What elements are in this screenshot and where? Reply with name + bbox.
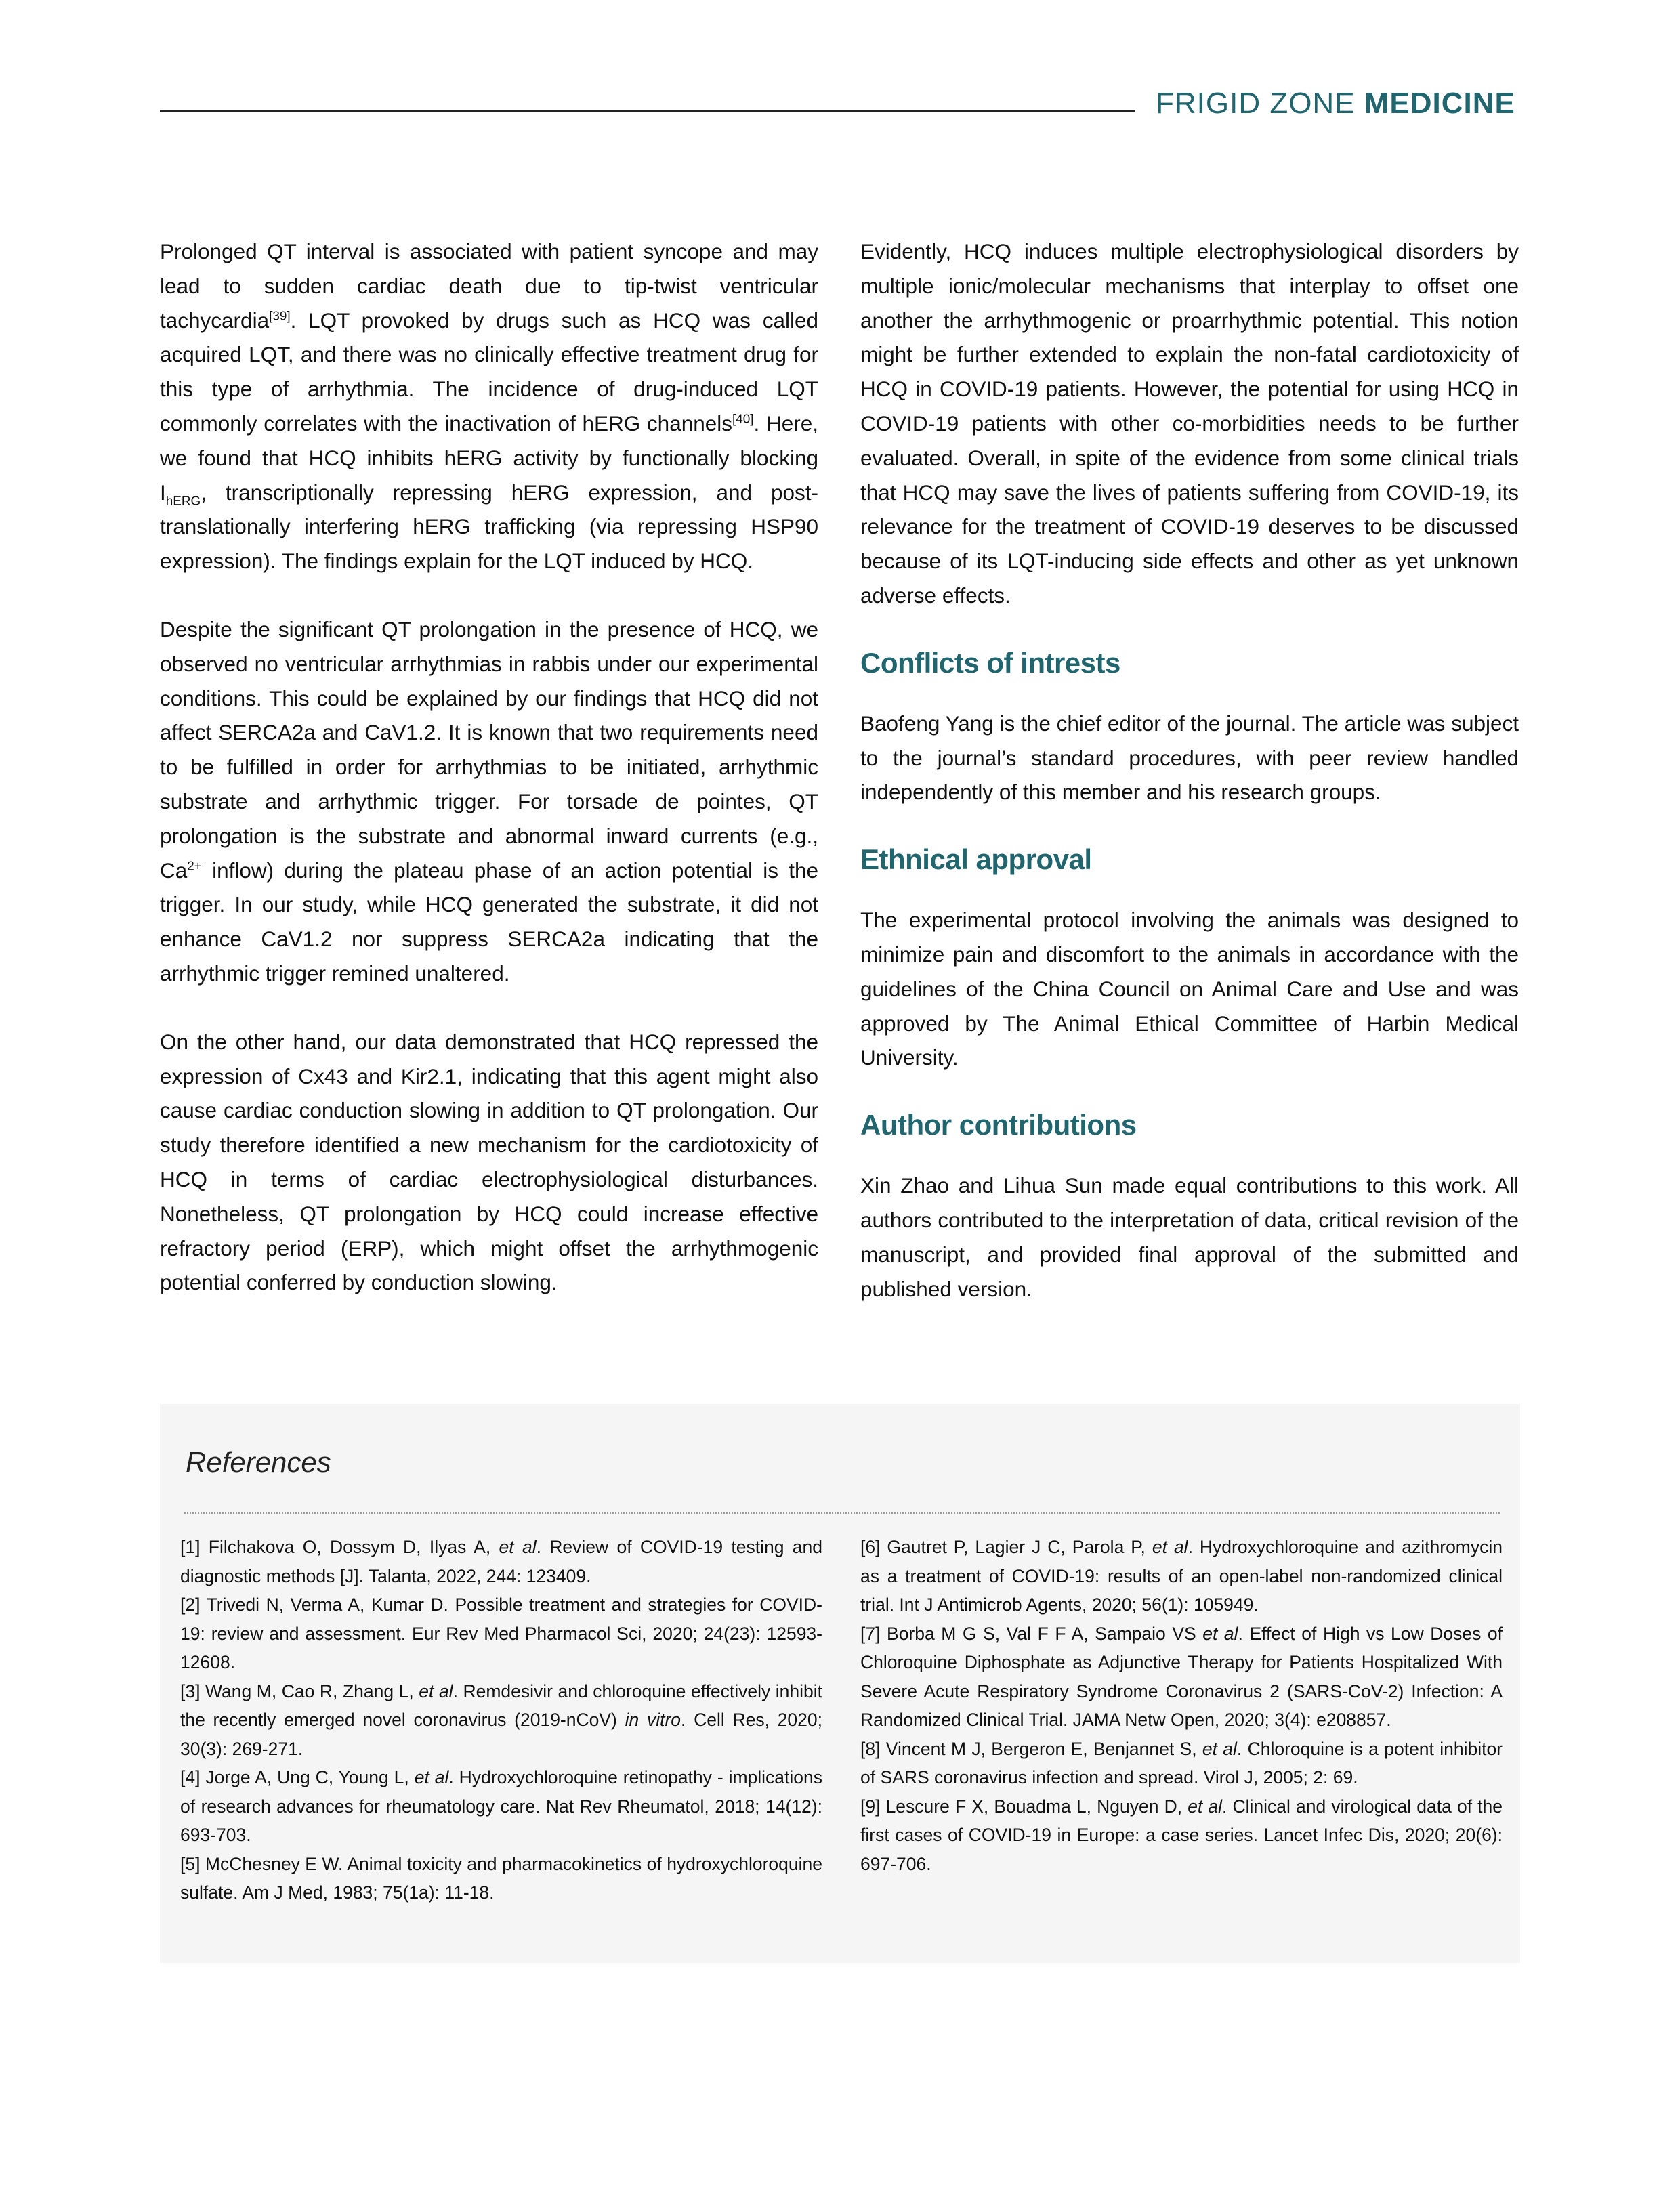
header-rule xyxy=(160,110,1135,112)
references-title: References xyxy=(186,1446,331,1478)
citation-39[interactable]: [39] xyxy=(269,309,291,324)
references-left-column xyxy=(180,1533,822,1907)
right-column xyxy=(860,234,1519,1340)
reference-item-5[interactable]: [5] McChesney E W. Animal toxicity and pharmacokinetics of hydroxychloroquine sulfate. Am J Med, 1983; 75(1a): 11-18. xyxy=(180,1853,822,1903)
references-panel xyxy=(160,1404,1520,1963)
paragraph-author-contributions: Xin Zhao and Lihua Sun made equal contributions to this work. All authors contributed to the interpretation of data, critical revision of the manuscript, and provided final approval of the submitted and published version. xyxy=(860,1173,1519,1301)
reference-item-9[interactable]: [9] Lescure F X, Bouadma L, Nguyen D, et al. Clinical and virological data of the first cases of COVID-19 in Europe: a case series. Lancet Infec Dis, 2020; 20(6): 697-706. xyxy=(860,1796,1503,1874)
reference-item-6[interactable]: [6] Gautret P, Lagier J C, Parola P, et al. Hydroxychloroquine and azithromycin as a treatment of COVID-19: results of an open-label non-randomized clinical trial. Int J Antimicrob Agents, 2020; 56(1): 105949. xyxy=(860,1537,1503,1615)
paragraph-lqt-herg: Prolonged QT interval is associated with patient syncope and may lead to sudden cardiac death due to tip-twist ventricular tachycardia[39]. LQT provoked by drugs such as HCQ was called acquired LQT, and there was no clinically effective treatment drug for this type of arrhythmia. The incidence of drug-induced LQT commonly correlates with the inactivation of hERG channels[40]. Here, we found that HCQ inhibits hERG activity by functionally blocking $I_{hERG}$, transcriptionally repressing hERG expression, and post-translationally interfering hERG trafficking (via repressing HSP90 expression). The findings explain for the LQT induced by HCQ. xyxy=(160,239,818,574)
paragraph-ethical-approval: The experimental protocol involving the animals was designed to minimize pain and discomfort to the animals in accordance with the guidelines of the China Council on Animal Care and Use and was approved by The Animal Ethical Committee of Harbin Medical University. xyxy=(860,908,1519,1070)
paragraph-arrhythmia-trigger: Despite the significant QT prolongation in the presence of HCQ, we observed no ventricular arrhythmias in rabbis under our experimental conditions. This could be explained by our findings that HCQ did not affect SERCA2a and CaV1.2. It is known that two requirements need to be fulfilled in order for arrhythmias to be initiated, arrhythmic substrate and arrhythmic trigger. For torsade de pointes, QT prolongation is the substrate and abnormal inward currents (e.g., $Ca^{2+}$ inflow) during the plateau phase of an action potential is the trigger. In our study, while HCQ generated the substrate, it did not enhance CaV1.2 nor suppress SERCA2a indicating that the arrhythmic trigger remined unaltered. xyxy=(160,616,818,986)
reference-item-7[interactable]: [7] Borba M G S, Val F F A, Sampaio VS et al. Effect of High vs Low Doses of Chloroquine Diphosphate as Adjunctive Therapy for Patients Hospitalized With Severe Acute Respiratory Syndrome Coronavirus 2 (SARS-CoV-2) Infection: A Randomized Clinical Trial. JAMA Netw Open, 2020; 3(4): e208857. xyxy=(860,1623,1503,1730)
citation-40[interactable]: [40] xyxy=(732,412,754,427)
references-right-column xyxy=(860,1533,1503,1878)
references-divider xyxy=(184,1512,1500,1514)
left-column xyxy=(160,234,818,1334)
heading-ethical-approval: Ethnical approval xyxy=(860,843,1092,876)
reference-item-8[interactable]: [8] Vincent M J, Bergeron E, Benjannet S, et al. Chloroquine is a potent inhibitor of SARS coronavirus infection and spread. Virol J, 2005; 2: 69. xyxy=(860,1738,1503,1788)
heading-author-contributions: Author contributions xyxy=(860,1109,1137,1141)
reference-item-3[interactable]: [3] Wang M, Cao R, Zhang L, et al. Remdesivir and chloroquine effectively inhibit the recently emerged novel coronavirus (2019-nCoV) in vitro. Cell Res, 2020; 30(3): 269-271. xyxy=(180,1680,822,1759)
paragraph-conflicts: Baofeng Yang is the chief editor of the journal. The article was subject to the journal’s standard procedures, with peer review handled independently of this member and his research groups. xyxy=(860,711,1519,805)
reference-item-1[interactable]: [1] Filchakova O, Dossym D, Ilyas A, et al. Review of COVID-19 testing and diagnostic methods [J]. Talanta, 2022, 244: 123409. xyxy=(180,1537,823,1586)
journal-name-bold: MEDICINE xyxy=(1364,87,1515,120)
subscript-herg: hERG xyxy=(165,493,201,508)
heading-conflicts-of-interests: Conflicts of intrests xyxy=(860,646,1120,679)
superscript-calcium-charge: 2+ xyxy=(187,859,202,874)
journal-name-regular: FRIGID ZONE xyxy=(1156,87,1364,120)
paragraph-evidently: Evidently, HCQ induces multiple electrophysiological disorders by multiple ionic/molecular mechanisms that interplay to offset one another the arrhythmogenic or proarrhythmic potential. This notion might be further extended to explain the non-fatal cardiotoxicity of HCQ in COVID-19 patients. However, the potential for using HCQ in COVID-19 patients with other co-morbidities needs to be further evaluated. Overall, in spite of the evidence from some clinical trials that HCQ may save the lives of patients suffering from COVID-19, its relevance for the treatment of COVID-19 deserves to be discussed because of its LQT-inducing side effects and other as yet unknown adverse effects. xyxy=(860,239,1519,608)
journal-title xyxy=(1156,87,1515,121)
reference-item-4[interactable]: [4] Jorge A, Ung C, Young L, et al. Hydroxychloroquine retinopathy - implications of research advances for rheumatology care. Nat Rev Rheumatol, 2018; 14(12): 693-703. xyxy=(180,1767,823,1845)
paragraph-conduction-slowing: On the other hand, our data demonstrated that HCQ repressed the expression of Cx43 and Kir2.1, indicating that this agent might also cause cardiac conduction slowing in addition to QT prolongation. Our study therefore identified a new mechanism for the cardiotoxicity of HCQ in terms of cardiac electrophysiological disturbances. Nonetheless, QT prolongation by HCQ could increase effective refractory period (ERP), which might offset the arrhythmogenic potential conferred by conduction slowing. xyxy=(160,1029,818,1295)
reference-item-2[interactable]: [2] Trivedi N, Verma A, Kumar D. Possible treatment and strategies for COVID-19: review and assessment. Eur Rev Med Pharmacol Sci, 2020; 24(23): 12593-12608. xyxy=(180,1594,822,1672)
